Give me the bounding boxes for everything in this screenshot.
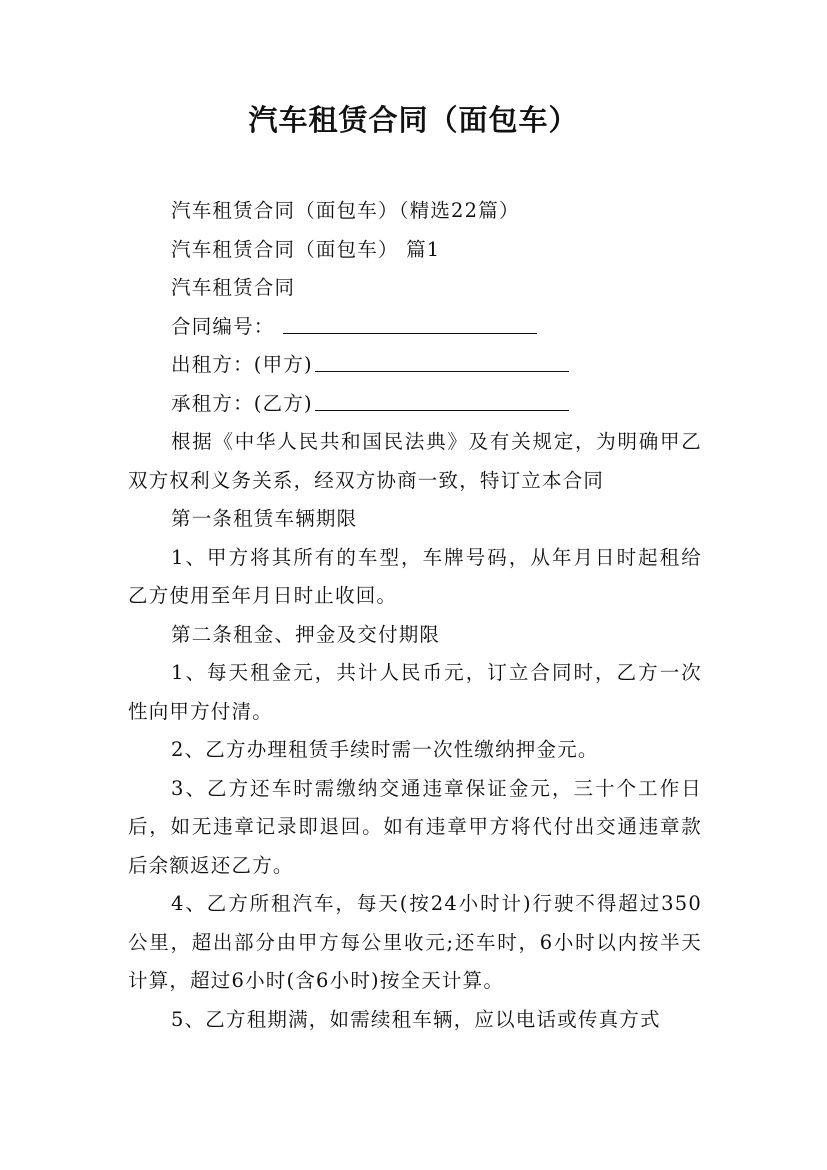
paragraph-article-1-heading: 第一条租赁车辆期限 xyxy=(171,507,358,530)
contract-number-field xyxy=(128,308,702,347)
lessor-blank xyxy=(315,370,569,372)
paragraph-article-2-item-1: 1、每天租金元，共计人民币元，订立合同时，乙方一次性向甲方付清。 xyxy=(128,661,702,723)
lessor-field xyxy=(128,346,702,385)
lessee-field xyxy=(128,385,702,424)
contract-number-label: 合同编号： xyxy=(171,314,275,338)
paragraph-article-1-item-1: 1、甲方将其所有的车型，车牌号码，从年月日时起租给乙方使用至年月日时止收回。 xyxy=(128,545,702,607)
paragraph-article-2-item-2: 2、乙方办理租赁手续时需一次性缴纳押金元。 xyxy=(171,738,599,761)
paragraph-article-2-heading: 第二条租金、押金及交付期限 xyxy=(171,622,441,646)
paragraph-subtitle: 汽车租赁合同（面包车）（精选22篇） xyxy=(171,199,520,222)
paragraph-section-heading: 汽车租赁合同（面包车） 篇1 xyxy=(171,237,441,261)
paragraph-article-2-item-4: 4、乙方所租汽车，每天(按24小时计)行驶不得超过350公里，超出部分由甲方每公里收元;还车时，6小时以内按半天计算，超过6小时(含6小时)按全天计算。 xyxy=(128,892,702,992)
paragraph-article-2-item-5: 5、乙方租期满，如需续租车辆，应以电话或传真方式 xyxy=(171,1007,661,1031)
contract-number-blank xyxy=(283,332,537,334)
lessee-label: 承租方：(乙方) xyxy=(171,391,313,415)
paragraph-contract-name: 汽车租赁合同 xyxy=(171,276,296,299)
paragraph-article-2-item-3: 3、乙方还车时需缴纳交通违章保证金元，三十个工作日后，如无违章记录即退回。如有违章甲方将代付出交通违章款后余额返还乙方。 xyxy=(128,776,702,877)
document-title: 汽车租赁合同（面包车） xyxy=(248,103,579,137)
paragraph-preamble: 根据《中华人民共和国民法典》及有关规定，为明确甲乙双方权利义务关系，经双方协商一致，特订立本合同 xyxy=(128,430,702,492)
lessor-label: 出租方：(甲方) xyxy=(171,353,313,376)
lessee-blank xyxy=(315,409,569,411)
document-body xyxy=(128,192,702,1039)
